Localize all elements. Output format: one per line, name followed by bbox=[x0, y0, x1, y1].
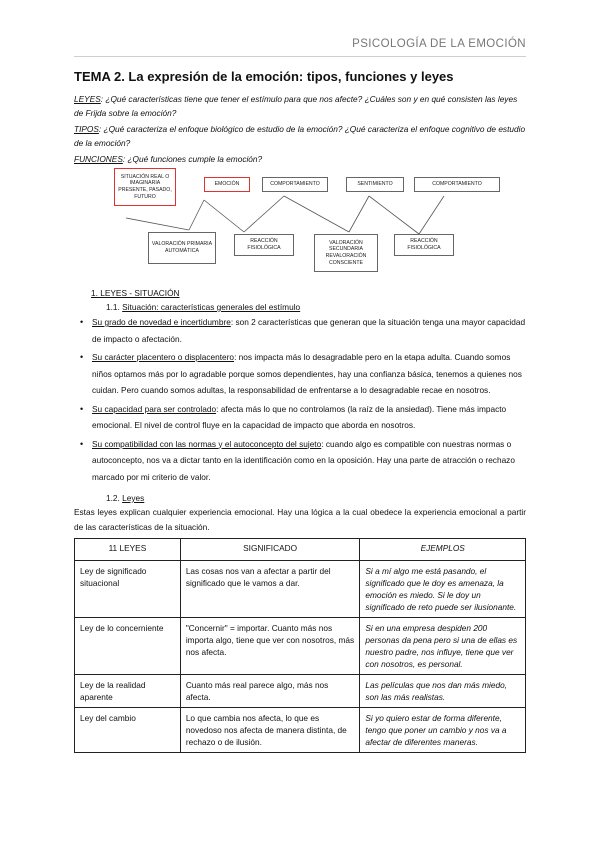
cell-significado: Las cosas nos van a afectar a partir del significado que le vamos a dar. bbox=[180, 561, 360, 618]
col-header-significado: SIGNIFICADO bbox=[180, 539, 360, 561]
box-comportamiento-1: COMPORTAMIENTO bbox=[262, 177, 328, 192]
cell-ejemplo: Si a mí algo me está pasando, el significado que le doy es amenaza, la emoción es miedo. Si le doy un significado de reto puede ser ilusionante. bbox=[360, 561, 526, 618]
cell-ley: Ley del cambio bbox=[75, 708, 181, 753]
table-header-row bbox=[75, 539, 526, 561]
emotion-process-diagram bbox=[74, 168, 526, 278]
cell-significado: Lo que cambia nos afecta, lo que es novedoso nos afecta de manera distinta, de rechazo o de ilusión. bbox=[180, 708, 360, 753]
box-sentimiento: SENTIMIENTO bbox=[346, 177, 404, 192]
table-row bbox=[75, 618, 526, 675]
table-row bbox=[75, 561, 526, 618]
cell-significado: Cuanto más real parece algo, más nos afecta. bbox=[180, 675, 360, 708]
bullet-lead: Su compatibilidad con las normas y el autoconcepto del sujeto bbox=[92, 438, 322, 449]
list-item bbox=[82, 436, 526, 486]
section-heading-text: 1. LEYES - SITUACIÓN bbox=[91, 288, 180, 298]
bullet-text: : son 2 características que generan que la situación tenga una mayor capacidad de impacto o afectación. bbox=[92, 317, 526, 344]
cell-ley: Ley de la realidad aparente bbox=[75, 675, 181, 708]
table-row bbox=[75, 675, 526, 708]
box-situacion: SITUACIÓN REAL O IMAGINARIA PRESENTE, PASADO, FUTURO bbox=[114, 168, 176, 206]
bullet-lead: Su capacidad para ser controlado bbox=[92, 403, 217, 414]
subsection-title: Leyes bbox=[122, 493, 145, 503]
subsection-title: Situación: características generales del estímulo bbox=[122, 302, 301, 312]
list-item bbox=[82, 401, 526, 434]
question-leyes bbox=[74, 92, 526, 120]
cell-ley: Ley de significado situacional bbox=[75, 561, 181, 618]
bullet-text: : afecta más lo que no controlamos (la raíz de la ansiedad). Tiene más impacto emocional. El nivel de control fluye en la capacidad de impacto que aborda en nosotros. bbox=[92, 403, 507, 430]
bullet-text: : cuando algo es compatible con nuestras normas o autoconcepto, nos va a dictar tanto en la identificación como en la oposición. Hay una parte de atracción o rechazo marcado por mi criterio de valor. bbox=[92, 438, 515, 482]
question-funciones bbox=[74, 152, 526, 166]
list-item bbox=[82, 349, 526, 399]
bullet-lead: Su grado de novedad e incertidumbre bbox=[92, 317, 231, 327]
question-text: : ¿Qué funciones cumple la emoción? bbox=[122, 154, 263, 164]
subsection-number: 1.2. bbox=[106, 493, 120, 503]
question-key: FUNCIONES bbox=[74, 154, 123, 164]
box-emocion: EMOCIÓN bbox=[204, 177, 250, 192]
box-reaccion-fisiologica-1: REACCIÓN FISIOLÓGICA bbox=[234, 234, 294, 256]
header-rule bbox=[74, 56, 526, 57]
question-text: : ¿Qué características tiene que tener el estímulo para que nos afecte? ¿Cuáles son y en qué consisten las leyes de Frijda sobre la emoción? bbox=[74, 94, 518, 118]
cell-ejemplo: Si en una empresa despiden 200 personas da pena pero si una de ellas es nuestro padre, nos influye, tiene que ver con nosotros, es personal. bbox=[360, 618, 526, 675]
box-valoracion-secundaria: VALORACIÓN SECUNDARIA REVALORACIÓN CONSCIENTE bbox=[314, 234, 378, 272]
list-item bbox=[82, 314, 526, 347]
box-reaccion-fisiologica-2: REACCIÓN FISIOLÓGICA bbox=[394, 234, 454, 256]
bullet-lead: Su carácter placentero o displacentero bbox=[92, 352, 235, 362]
doc-title: TEMA 2. La expresión de la emoción: tipos, funciones y leyes bbox=[74, 69, 454, 84]
question-key: LEYES bbox=[74, 94, 101, 104]
laws-intro: Estas leyes explican cualquier experiencia emocional. Hay una lógica a la cual obedece la experiencia emocional a partir de las características de la situación. bbox=[74, 507, 526, 532]
col-header-leyes: 11 LEYES bbox=[75, 539, 181, 561]
header-title: PSICOLOGÍA DE LA EMOCIÓN bbox=[352, 38, 526, 50]
question-tipos bbox=[74, 122, 526, 150]
question-text: : ¿Qué caracteriza el enfoque biológico de estudio de la emoción? ¿Qué caracteriza el enfoque cognitivo de estudio de la emoción? bbox=[74, 124, 526, 148]
section-heading bbox=[91, 286, 526, 300]
characteristics-list bbox=[74, 314, 526, 485]
cell-ley: Ley de lo concerniente bbox=[75, 618, 181, 675]
document-body bbox=[74, 69, 526, 753]
box-valoracion-primaria: VALORACIÓN PRIMARIA AUTOMÁTICA bbox=[148, 232, 216, 264]
subsection-number: 1.1. bbox=[106, 302, 120, 312]
subsection-1-2 bbox=[106, 491, 526, 505]
box-comportamiento-2: COMPORTAMIENTO bbox=[414, 177, 500, 192]
table-row bbox=[75, 708, 526, 753]
cell-ejemplo: Si yo quiero estar de forma diferente, tengo que poner un cambio y nos va a afectar de diferentes maneras. bbox=[360, 708, 526, 753]
col-header-ejemplos: EJEMPLOS bbox=[360, 539, 526, 561]
subsection-1-1 bbox=[106, 300, 526, 314]
cell-ejemplo: Las películas que nos dan más miedo, son las más realistas. bbox=[360, 675, 526, 708]
laws-table bbox=[74, 538, 526, 753]
question-key: TIPOS bbox=[74, 124, 99, 134]
bullet-text: : nos impacta más lo desagradable pero en la etapa adulta. Cuando somos niños optamos más por lo agradable porque somos dependientes, hay una confianza básica, tenemos a quienes nos cuidan. Pero cuando somos adultas, la responsabilidad de enfrentarse a lo desagradable recae en nosotros. bbox=[92, 352, 522, 395]
cell-significado: "Concernir" = importar. Cuanto más nos importa algo, tiene que ver con nosotros, más nos afecta. bbox=[180, 618, 360, 675]
